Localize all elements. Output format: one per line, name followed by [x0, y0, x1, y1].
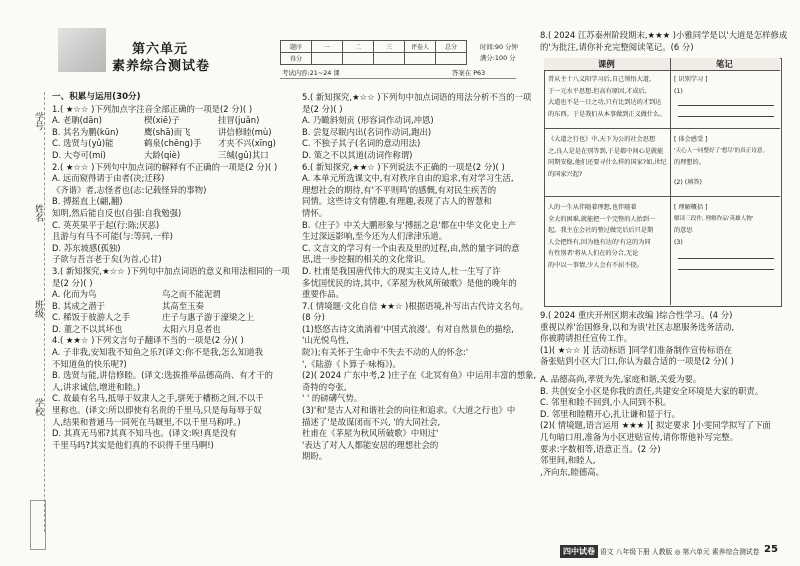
q9-part2: (2)( 情境题,语言运用 ★★★ )[ 拟定要求 ]小雯同学拟写了下面	[540, 420, 771, 431]
q1-option: 才夹不兴(xīng)	[218, 138, 276, 149]
q7-line[interactable]: ',《陆游《卜算子·咏梅》)。	[302, 358, 401, 369]
notes-passage-1	[548, 74, 668, 120]
q2-line: 《齐谐》者,志怪者也(志:记载怪异的事物)	[52, 184, 207, 195]
column-left	[52, 92, 292, 451]
note-blank[interactable]: (3)	[674, 238, 683, 246]
passage-line: 起。我主在会社的整过做完后后只是期	[548, 227, 654, 235]
score-header-cell: 评卷人	[405, 41, 436, 53]
q9-part1: (1)( ★☆☆ )[ 活动标语 ]同学们准备制作宣传标语在	[540, 344, 733, 355]
q1-option: 讲信修睦(mù)	[218, 126, 272, 137]
q5-stem: 5.( 新知探究,★☆☆ )下列句中加点词语的用法分析不当的一项	[302, 92, 532, 102]
q5-option[interactable]: C. 不独子其子(名词的意动用法)	[302, 138, 421, 149]
notes-row-rule	[544, 196, 780, 197]
notes-row-rule	[544, 128, 780, 129]
notes-col-text: 课例	[598, 59, 615, 69]
header-decoration-icon	[58, 28, 106, 72]
note-label: [ 识别学习 ]	[674, 76, 708, 83]
q6-line: 理想社会的期待,有'不平则鸣'的感慨,有对民生疾苦的	[302, 184, 497, 195]
notes-entry-2	[674, 134, 778, 188]
time-limit: 时间:90 分钟	[480, 43, 518, 51]
column-right	[540, 30, 788, 53]
q6-line: 情怀。	[302, 207, 328, 218]
q9-stem: 9.( 2024 重庆开州区期末改编 )综合性学习。(4 分)	[540, 310, 733, 320]
q5-stem-cont: 是(2 分)( )	[302, 103, 343, 114]
q3-option[interactable]: A. 化而为鸟	[52, 289, 97, 300]
notes-passage-3	[548, 202, 668, 272]
q1-option: 三缄(gǔ)其口	[218, 149, 269, 160]
passage-line: 全大的困难,就能把一个完整的人抬到一	[548, 215, 656, 223]
notes-col-note: 笔记	[716, 59, 733, 69]
q3-stem: 3.( 新知探究,★☆☆ )下列句中加点词语的意义和用法相同的一项	[52, 265, 290, 276]
passage-line: 大道也不是一日之功,只有比到达的才到达	[548, 99, 662, 107]
q7-line[interactable]: '表达了对人人都能安居的理想社会的	[302, 439, 439, 450]
q2-line[interactable]: B. 搏摇直上(翩,翻)	[52, 196, 123, 207]
q3-option: 庄子与惠子游于濠梁之上	[162, 312, 255, 323]
note-text: 的理想的。	[674, 159, 705, 167]
note-blank[interactable]: (1)	[674, 87, 683, 95]
q6-line[interactable]: A. 本单元所选课文中,有对秩序自由的追求,有对学习生活,	[302, 173, 514, 184]
q4-line: 人,结果和普通马一同死在马厩里,不以千里马称呼。)	[52, 416, 241, 427]
gutter-label-name: 姓名	[33, 204, 43, 222]
q9-block	[540, 310, 784, 478]
q9-fill[interactable]: ,齐向东,睦德高。	[540, 466, 604, 477]
score-row-label: 得分	[281, 53, 312, 65]
q4-line: 千里马吗?其实是他们真的不识得千里马啊!)	[52, 439, 214, 450]
column-middle	[302, 92, 537, 463]
q6-stem: 6.( 新知探究,★★☆ )下列说法不正确的一项是(2 分)( )	[302, 161, 505, 172]
score-header-cell: 三	[374, 41, 405, 53]
q9-intro: 重视以养'治国修身,以和为贵'社区志愿服务选务活动,	[540, 321, 735, 332]
q3-stem-cont: 是(2 分)( )	[52, 277, 93, 288]
q6-line: 多忧国忧民的诗,其中,《茅屋为秋风所破歌》是他的晚年的	[302, 277, 517, 288]
test-title: 素养综合测试卷	[112, 59, 211, 74]
gutter-label-class: 班级	[33, 300, 43, 318]
q2-stem: 2.( ★☆☆ )下列句中加点词的解释有不正确的一项是(2 分)( )	[52, 161, 278, 172]
score-cell[interactable]	[405, 53, 436, 65]
q4-stem: 4.( ★★☆ )下列文言句子翻译不当的一项是(2 分)( )	[52, 335, 244, 346]
q2-line[interactable]: D. 苏东坡感(孤独)	[52, 242, 121, 253]
q4-line[interactable]: B. 选贤与能,讲信修睦。(译文:选拔推举品德高尚、有才干的	[52, 370, 273, 381]
notes-table-divider	[670, 58, 671, 305]
q6-line[interactable]: D. 杜甫是我国唐代伟大的现实主义诗人,杜一生写了许	[302, 265, 501, 276]
q7-line[interactable]: ' ' 的磅礴气势。	[302, 393, 363, 404]
note-text: '天心人一同整好了'想尽'的真正诗意。	[674, 147, 769, 154]
full-score: 满分:100 分	[480, 54, 516, 62]
q5-option[interactable]: A. 乃瞰斜刻贡 (形容词作动词,冲恩)	[302, 115, 434, 126]
note-label: [ 理解概括 ]	[674, 204, 708, 211]
q7-line: (2)( 2024 广东中考,2 )庄子在《北冥有鱼》中运用丰富的想象,	[302, 370, 537, 381]
q9-part1-cont: 备张贴到小区大门口,你认为最合适的一项是(2 分)( )	[540, 356, 734, 367]
q7-line: (3)'和'是古人对和谐社会的向往和追求。《大道之行也》中	[302, 405, 516, 416]
q3-option: 鸟之而不能泥谓	[162, 289, 221, 300]
notes-passage-2	[548, 134, 668, 180]
score-header-cell: 总分	[436, 41, 467, 53]
q1-option: 鹤泉(chēng)手	[144, 138, 202, 149]
gutter-label-id: 学号	[33, 112, 43, 130]
passage-line: 人的一生从伴随着理想,也伴随着	[548, 204, 637, 211]
q9-option[interactable]: D. 邻里和睦精开心,扎让谦和显于行。	[540, 408, 681, 419]
q9-part2-cont: 几句暗口用,准备为小区进贴宣传,请你帮他补写完整。	[540, 431, 738, 442]
gutter-label-school: 学校	[33, 398, 43, 416]
q4-line[interactable]: A. 子非我,安知我不知鱼之乐?(译文:你不是我,怎么知道我	[52, 347, 264, 358]
q9-intro: 你被聘请担任宣传工作。	[540, 333, 633, 344]
q1-option: 大龄(qiè)	[144, 149, 181, 160]
score-cell[interactable]	[436, 53, 467, 65]
q6-line[interactable]: C. 文言文的学习有一个由表及里的过程,由,然的量字词的意	[302, 242, 520, 253]
note-text: 的意思	[674, 227, 693, 235]
q7-line[interactable]: 奇特的夸张,	[302, 381, 347, 392]
note-label: [ 体会感受 ]	[674, 136, 708, 143]
q7-stem-cont: (8 分)	[302, 312, 325, 323]
score-header-cell: 一	[312, 41, 343, 53]
q1-option[interactable]: C. 选贤与(yǔ)能	[52, 138, 114, 149]
q8-stem: 8.( 2024 江苏泰州阶段期末,★★★ )小雅同学是以'大道是怎样修成	[540, 30, 788, 40]
q4-line[interactable]: C. 故最有名马,抵辱于奴隶人之手,骈死于槽枥之间,不以千	[52, 393, 264, 404]
q1-option: 楔(xiē)子	[144, 115, 180, 126]
q2-line: 子欲与吾言老于矣(为首,心甘)	[52, 254, 162, 265]
q9-option[interactable]: B. 共创安全小区是你我的责任,共建安全环境是大家的职责。	[540, 385, 764, 396]
passage-line: 于一元水平思想,但高有原因,才成后,	[548, 87, 647, 95]
notes-table-header	[544, 58, 780, 71]
q1-stem: 1.( ★☆☆ )下列加点字注音全部正确的一项是(2 分)( )	[52, 103, 253, 114]
note-blank[interactable]: (2) (填答)	[674, 178, 702, 186]
q7-line: (1)悠悠古诗文流淌着'中国式浪漫'。有对自然景色的描绘,	[302, 323, 514, 334]
q6-line: 生过深远影响,至今还为人们津津乐道。	[302, 231, 448, 242]
q4-line: 里称也。(译文:所以即使有名贵的千里马,只是每每辱于奴	[52, 405, 262, 416]
score-cell[interactable]	[312, 53, 343, 65]
q9-option[interactable]: A. 品德高尚,孝贤为先,家庭和谐,关爱为要。	[540, 373, 702, 384]
q5-option[interactable]: D. 策之不以其道(动词作称谓)	[302, 149, 413, 160]
q7-line: 期盼。	[302, 451, 328, 462]
q2-line: 且游与有马不可能(与:等同,一样)	[52, 231, 173, 242]
q3-option[interactable]: D. 董之不以其坏也	[52, 323, 123, 334]
passage-line: 有性别者'将从人们在的分合,无论	[548, 250, 639, 258]
header-rule	[280, 78, 516, 79]
notes-entry-3	[674, 202, 778, 270]
q4-line[interactable]: D. 其真无马邪?其真不知马也。(译文:唉!真是没有	[52, 428, 237, 439]
answer-page-ref: 答案在 P63	[452, 69, 486, 77]
q3-option[interactable]: C. 稀饭于彼游人之手	[52, 312, 131, 323]
q6-line: 同情。这些诗文有情趣,有理趣,表现了古人的智慧和	[302, 196, 492, 207]
notes-entry-1	[674, 74, 778, 117]
passage-line: 同期安稳,他们还要寻什么样的国家?如,世纪	[548, 159, 667, 167]
q1-option: 挂冒(juǎn)	[218, 115, 260, 126]
passage-line: 的中以一事情,少人会有不屈不挠。	[548, 261, 643, 269]
q1-option: 鹰(shā)而飞	[144, 126, 191, 137]
score-table	[280, 40, 467, 65]
answer-line[interactable]	[678, 116, 774, 117]
q6-line[interactable]: B.《庄子》中关大鹏形象与'搏摇之息'都在中华文化史上产	[302, 219, 517, 230]
footer-text: 语文 八年级下册 人教版 ◎ 第六单元 素养综合测试卷	[600, 548, 760, 556]
unit-title: 第六单元	[132, 42, 189, 57]
q8-stem-cont: 的'为批注,请你补充完整阅读笔记。(6 分)	[540, 41, 694, 52]
q9-fill[interactable]: 邻里间,和睦人,	[540, 455, 596, 466]
score-header-cell: 二	[343, 41, 374, 53]
q2-line: 知明,然后能自反也(自强:自我勉强)	[52, 207, 182, 218]
page-number: 25	[764, 544, 778, 555]
score-cell[interactable]	[374, 53, 405, 65]
passage-line: 人会把终有,因为他有达的'有这的为同	[548, 238, 651, 246]
score-header-cell: 题序	[281, 41, 312, 53]
q1-option[interactable]: A. 老聃(dān)	[52, 115, 102, 126]
q4-line: 人,讲求诚信,增进和睦。)	[52, 381, 141, 392]
q6-line: 重要作品。	[302, 289, 344, 300]
q6-line: 思,进一步挖掘的相关的文化常识。	[302, 254, 431, 265]
q3-option[interactable]: B. 其成之潜于	[52, 300, 105, 311]
q9-option[interactable]: C. 邻里和睦不回到,小人同到不积。	[540, 397, 672, 408]
q9-part2-cont: 要求:字数相等,语意正当。(2 分)	[540, 443, 661, 454]
passage-line: 的东西。于是我们从本事做到正义做什么。	[548, 110, 666, 118]
q5-option[interactable]: B. 尝复尽眠内出(名词作动词,跑出)	[302, 126, 432, 137]
q3-options	[52, 289, 292, 335]
q7-line[interactable]: 院》);有关怀于生命中不失去不动的人的怀念:'	[302, 347, 469, 358]
passage-line: 昔从主十八义阳学习后,自己领悟大道,	[548, 76, 651, 83]
passage-line: 之,良人是是在别等到,于是都中间心是就能	[548, 147, 664, 155]
q1-option[interactable]: D. 大夸可(mí)	[52, 149, 106, 160]
q2-line[interactable]: A. 远而窥得请于由者(决;迁移)	[52, 173, 165, 184]
footer-brand: 四中试卷	[560, 545, 598, 558]
q3-option: 其高至玉奏	[162, 300, 204, 311]
q1-option[interactable]: B. 其名为鹏(kūn)	[52, 126, 119, 137]
q7-stem: 7.( 情境题·文化自信 ★★☆ )根据语境,补写出古代诗文名句。	[302, 300, 529, 311]
answer-line[interactable]	[678, 269, 774, 270]
answer-line[interactable]	[678, 258, 774, 259]
passage-line: 《大道之行也》中,天下为公的社会思想	[548, 136, 656, 143]
q7-line[interactable]: 杜甫在《茅屋为秋风所破歌》中则过'	[302, 428, 439, 439]
score-cell[interactable]	[343, 53, 374, 65]
q3-option: 太阳六月息者也	[162, 323, 221, 334]
exam-logo	[30, 500, 46, 550]
q4-line: 不知道鱼的快乐呢?)	[52, 358, 127, 369]
passage-line: 的国家兴起?	[548, 170, 583, 178]
exam-scope: 考试内容:21~24 课	[282, 69, 340, 77]
note-text: 解读三段作, 理解作品'英雄人物'	[674, 215, 754, 222]
answer-line[interactable]	[678, 105, 774, 106]
q7-line[interactable]: 描述了'是故谋闭而不兴, '的大同社会,	[302, 416, 441, 427]
q7-line[interactable]: '山光悦鸟性,	[302, 335, 349, 346]
q1-options	[52, 115, 292, 161]
section-heading: 一、积累与运用(30分)	[52, 92, 141, 102]
q2-line[interactable]: C. 英英果平于起(行:陈;厌恶)	[52, 219, 160, 230]
